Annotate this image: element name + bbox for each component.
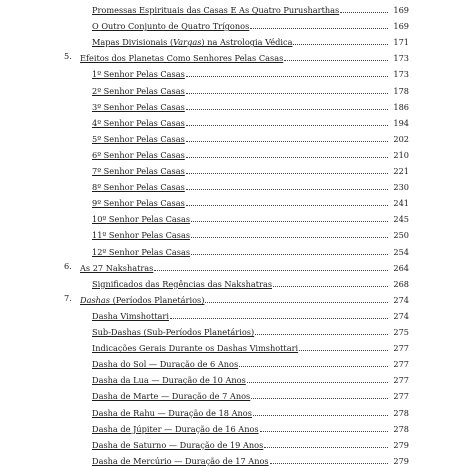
toc-page-number: 278 <box>393 407 409 418</box>
toc-entry[interactable] <box>92 322 409 338</box>
toc-leader-dots <box>299 340 388 351</box>
toc-leader-dots <box>186 99 388 110</box>
toc-entry-title-part: 10º <box>92 214 107 225</box>
toc-leader-dots <box>293 34 388 45</box>
toc-entry-title: Promessas Espirituais das Casas E As Quatro Purusharthas <box>92 5 340 15</box>
toc-page-number: 278 <box>393 423 409 434</box>
toc-page-number: 268 <box>393 278 409 289</box>
toc-entry[interactable] <box>92 209 409 225</box>
toc-entry-title-part: Senhor Pelas Casas <box>101 69 185 80</box>
toc-entry-title-part: Dashas <box>80 294 111 305</box>
toc-leader-dots <box>260 421 388 432</box>
toc-page-number: 277 <box>393 391 409 402</box>
toc-entry-title: Dasha do Sol — Duração de 6 Anos <box>92 359 239 370</box>
toc-entry-title: Sub-Dashas (Sub-Períodos Planetários) <box>92 327 255 337</box>
toc-leader-dots <box>250 18 388 29</box>
toc-entry-title: Indicações Gerais Durante os Dashas Vimshottari <box>92 343 299 354</box>
toc-leader-dots <box>186 147 388 158</box>
toc-entry[interactable] <box>92 32 409 48</box>
toc-entry-title-part: 3º <box>92 101 102 112</box>
toc-page-number: 277 <box>393 343 409 354</box>
toc-entry-title-part: Senhor Pelas Casas <box>106 214 191 225</box>
toc-entry-title: Dasha de Marte — Duração de 7 Anos <box>92 391 251 402</box>
toc-entry-title <box>80 294 205 306</box>
toc-page-number: 210 <box>393 149 409 160</box>
toc-entry[interactable] <box>92 354 409 370</box>
toc-leader-dots <box>186 83 388 94</box>
toc-entry-number: 5. <box>64 51 72 62</box>
toc-entry[interactable] <box>92 97 409 113</box>
toc-leader-dots <box>186 195 388 206</box>
toc-entry[interactable] <box>92 386 409 402</box>
toc-entry-title-part: Vargas <box>173 37 202 48</box>
toc-entry-title-part: Senhor Pelas Casas <box>106 246 191 257</box>
toc-entry-title <box>92 68 186 80</box>
toc-leader-dots <box>154 260 388 271</box>
toc-entry[interactable] <box>92 129 409 145</box>
toc-page-number: 186 <box>393 101 409 112</box>
toc-leader-dots <box>191 227 388 238</box>
toc-entry-number: 6. <box>64 260 72 271</box>
toc-entry-title: O Outro Conjunto de Quatro Trígonos <box>92 21 250 32</box>
toc-entry-title-part: 8º <box>92 182 102 193</box>
toc-leader-dots <box>191 211 388 222</box>
toc-leader-dots <box>251 388 388 399</box>
toc-entry-title: Dasha de Júpiter — Duração de 16 Anos <box>92 423 259 434</box>
toc-entry-title-part: Senhor Pelas Casas <box>101 117 185 128</box>
toc-entry-title <box>92 133 186 145</box>
toc-entry[interactable] <box>92 403 409 419</box>
toc-entry-title <box>92 229 191 241</box>
toc-leader-dots <box>264 437 388 448</box>
toc-leader-dots <box>253 405 388 416</box>
toc-page-number: 221 <box>393 166 409 176</box>
toc-entry-title-part: Senhor Pelas Casas <box>101 166 185 176</box>
toc-entry[interactable] <box>92 451 409 467</box>
toc-entry-title-part: 11º <box>92 230 107 241</box>
toc-leader-dots <box>239 356 388 367</box>
toc-entry-title <box>92 36 293 48</box>
toc-entry-title-part: ) na Astrologia Védica <box>201 37 293 48</box>
toc-leader-dots <box>186 179 388 190</box>
toc-leader-dots <box>170 308 388 319</box>
toc-entry[interactable] <box>92 225 409 241</box>
toc-page-number: 173 <box>393 69 409 80</box>
toc-entry-title <box>92 213 191 225</box>
toc-entry-title-part: Senhor Pelas Casas <box>101 198 185 209</box>
toc-entry-title <box>92 85 186 97</box>
toc-leader-dots <box>186 131 388 142</box>
toc-entry-title: Significados das Regências das Nakshatras <box>92 278 273 289</box>
toc-leader-dots <box>186 66 388 77</box>
toc-entry-title <box>92 181 186 193</box>
toc-entry-title-part: 5º <box>92 133 102 144</box>
toc-page-number: 279 <box>393 455 409 466</box>
toc-entry-title: Dasha de Saturno — Duração de 19 Anos <box>92 439 264 450</box>
toc-entry-title: Dasha Vimshottari <box>92 310 169 321</box>
toc-entry-title-part: Senhor Pelas Casas <box>101 85 185 96</box>
toc-entry[interactable] <box>92 113 409 129</box>
toc-entry[interactable] <box>64 258 409 274</box>
toc-entry-title-part: 6º <box>92 149 102 160</box>
toc-page-number: 173 <box>393 53 409 64</box>
toc-entry[interactable] <box>92 0 409 16</box>
toc-leader-dots <box>270 453 388 464</box>
toc-page-number: 274 <box>393 294 409 305</box>
toc-entry[interactable] <box>92 193 409 209</box>
toc-entry-title-part: 1º <box>92 69 102 80</box>
toc-entry[interactable] <box>92 16 409 32</box>
toc-leader-dots <box>284 50 388 61</box>
toc-entry-title <box>92 197 186 209</box>
toc-entry[interactable] <box>92 274 409 290</box>
toc-leader-dots <box>186 163 388 174</box>
toc-entry-title: Efeitos dos Planetas Como Senhores Pelas Casas <box>80 53 284 64</box>
toc-entry-title <box>92 117 186 129</box>
toc-entry-title: As 27 Nakshatras <box>80 262 154 273</box>
toc-page-number: 277 <box>393 375 409 386</box>
toc-leader-dots <box>255 324 388 335</box>
toc-entry-title-part: Senhor Pelas Casas <box>106 230 191 241</box>
toc-page-number: 169 <box>393 5 409 15</box>
toc-entry-title-part: 12º <box>92 246 107 257</box>
toc-entry-title <box>92 165 186 177</box>
toc-entry-title-part: 7º <box>92 166 102 176</box>
toc-page-number: 279 <box>393 439 409 450</box>
toc-entry[interactable] <box>92 145 409 161</box>
toc-entry-title-part: (Períodos Planetários) <box>110 294 205 305</box>
toc-entry-title-part: Senhor Pelas Casas <box>101 101 185 112</box>
toc-entry-title-part: Senhor Pelas Casas <box>101 149 185 160</box>
toc-page-number: 169 <box>393 21 409 32</box>
toc-page-number: 274 <box>393 310 409 321</box>
toc-entry-number: 7. <box>64 292 72 303</box>
toc-leader-dots <box>205 292 388 303</box>
toc-entry[interactable] <box>92 435 409 451</box>
toc-entry-title: Dasha de Mercúrio — Duração de 17 Anos <box>92 455 269 466</box>
toc-entry-title: Dasha da Lua — Duração de 10 Anos <box>92 375 246 386</box>
toc-entry[interactable] <box>64 290 409 306</box>
toc-leader-dots <box>273 276 388 287</box>
toc-entry[interactable] <box>92 306 409 322</box>
toc-page-number: 275 <box>393 327 409 337</box>
toc-entry-title <box>92 101 186 113</box>
toc-leader-dots <box>340 2 388 13</box>
toc-entry[interactable] <box>92 419 409 435</box>
toc-entry[interactable] <box>92 177 409 193</box>
toc-entry-title-part: Senhor Pelas Casas <box>101 133 185 144</box>
toc-page-number: 230 <box>393 182 409 193</box>
toc-page-number: 277 <box>393 359 409 370</box>
toc-entry[interactable] <box>92 64 409 80</box>
toc-entry[interactable] <box>92 370 409 386</box>
toc-entry-title-part: Senhor Pelas Casas <box>101 182 185 193</box>
toc-entry-title: Dasha de Rahu — Duração de 18 Anos <box>92 407 252 418</box>
toc-entry-title <box>92 246 191 258</box>
toc-page-number: 202 <box>393 133 409 144</box>
toc-page-number: 264 <box>393 262 409 273</box>
toc-entry-title-part: 2º <box>92 85 102 96</box>
toc-page-number: 254 <box>393 246 409 257</box>
toc-entry[interactable] <box>92 338 409 354</box>
toc-page-number: 178 <box>393 85 409 96</box>
toc-page-number: 241 <box>393 198 409 209</box>
toc-leader-dots <box>191 244 388 255</box>
toc-entry[interactable] <box>92 161 409 177</box>
toc-entry[interactable] <box>92 242 409 258</box>
toc-entry-title-part: Mapas Divisionais ( <box>92 37 174 48</box>
toc-entry-title <box>92 149 186 161</box>
toc-entry-title-part: 4º <box>92 117 102 128</box>
toc-entry[interactable] <box>64 48 409 64</box>
toc-page-number: 250 <box>393 230 409 241</box>
toc-entry[interactable] <box>92 81 409 97</box>
toc-page-number: 194 <box>393 117 409 128</box>
toc-page-number: 245 <box>393 214 409 225</box>
toc-leader-dots <box>186 115 388 126</box>
toc-entry-title-part: 9º <box>92 198 102 209</box>
toc-page-number: 171 <box>393 37 409 48</box>
toc-leader-dots <box>247 372 388 383</box>
